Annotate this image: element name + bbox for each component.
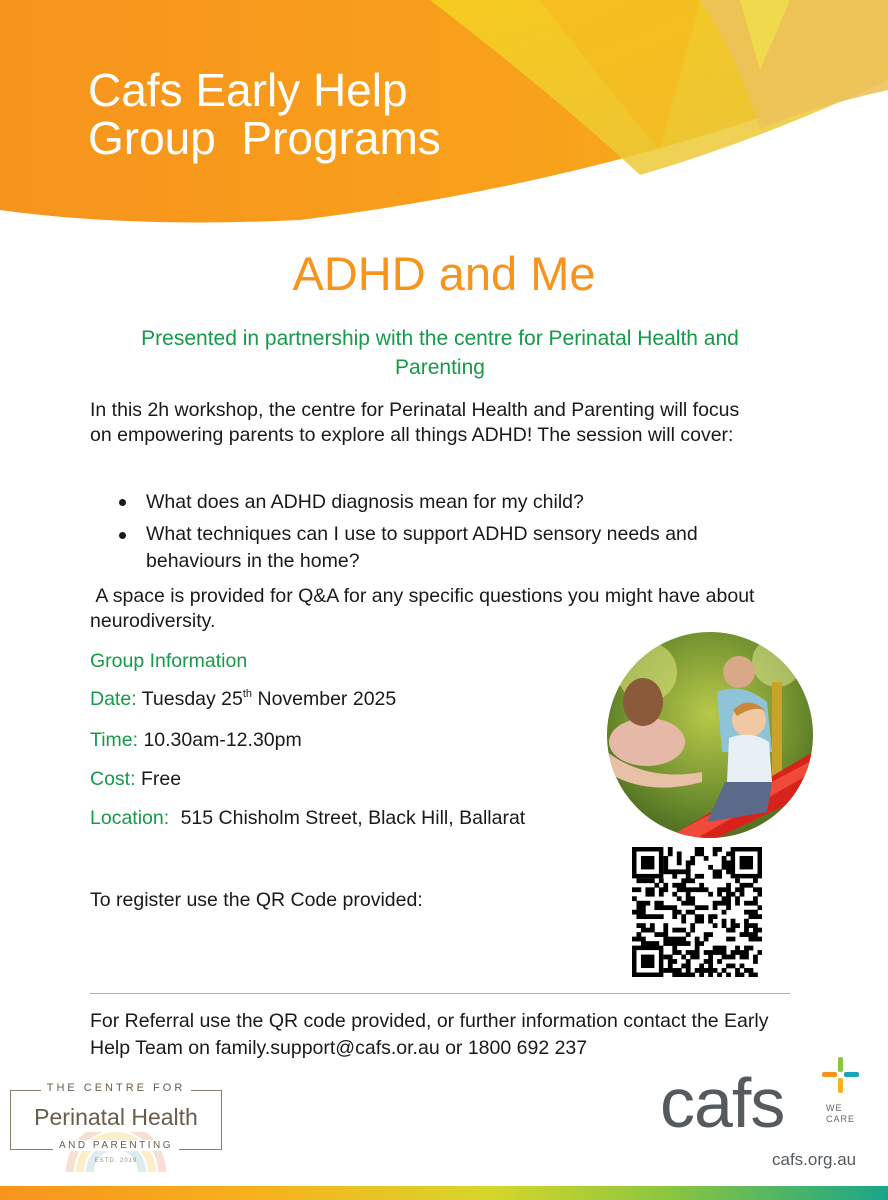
qr-code-graphic <box>632 847 762 977</box>
date-label: Date: <box>90 688 137 710</box>
time-label: Time: <box>90 729 139 751</box>
cost-label: Cost: <box>90 768 136 790</box>
cost-row <box>90 768 181 791</box>
cafs-logo <box>660 1055 880 1145</box>
logo-est: ESTD. 2019 <box>94 1158 138 1164</box>
register-instruction: To register use the QR Code provided: <box>90 889 423 911</box>
logo-text-top: THE CENTRE FOR <box>41 1082 192 1094</box>
topic-item <box>116 521 796 575</box>
cafs-tagline: WE CARE <box>826 1103 856 1124</box>
logo-text-main: Perinatal Health <box>34 1104 198 1130</box>
group-info-heading: Group Information <box>90 650 248 672</box>
qa-note: A space is provided for Q&A for any specific questions you might have about neurodiversity. <box>90 585 760 632</box>
cafs-star-icon <box>820 1055 860 1095</box>
topic-text: What does an ADHD diagnosis mean for my child? <box>146 491 584 513</box>
divider <box>90 993 790 994</box>
bullet-icon <box>119 532 126 539</box>
location-label: Location: <box>90 807 170 829</box>
event-subtitle: Presented in partnership with the centre for Perinatal Health and Parenting <box>141 327 739 379</box>
topic-item <box>116 488 796 517</box>
cost-value: Free <box>140 768 182 790</box>
header-title-line1: Cafs Early Help <box>88 64 408 116</box>
location-value: 515 Chisholm Street, Black Hill, Ballarat <box>180 807 526 829</box>
header-title-line2: Group Programs <box>88 112 441 164</box>
event-title: ADHD and Me <box>292 247 596 300</box>
date-row <box>90 688 396 711</box>
intro-paragraph: In this 2h workshop, the centre for Perinatal Health and Parenting will focus on empowering parents to explore all things ADHD! The session will cover: <box>90 399 740 446</box>
qr-code[interactable] <box>632 847 762 977</box>
bottom-color-bar <box>0 1186 888 1200</box>
header-title <box>88 66 441 162</box>
time-row <box>90 729 302 752</box>
logo-text-bottom: AND PARENTING <box>53 1140 179 1151</box>
bullet-icon <box>119 499 126 506</box>
location-row <box>90 807 525 830</box>
cafs-website: cafs.org.au <box>772 1150 857 1169</box>
referral-text: For Referral use the QR code provided, or further information contact the Early Help Team on family.support@cafs.or.au or 1800 692 237 <box>90 1010 769 1059</box>
cafs-wordmark: cafs <box>660 1064 785 1142</box>
perinatal-health-logo <box>10 1082 222 1172</box>
time-value: 10.30am-12.30pm <box>143 729 302 751</box>
topic-text: What techniques can I use to support ADHD sensory needs and behaviours in the home? <box>146 523 698 572</box>
topic-list <box>116 488 796 579</box>
date-value: Tuesday 25th November 2025 <box>141 688 397 710</box>
family-playground-photo <box>607 632 813 838</box>
